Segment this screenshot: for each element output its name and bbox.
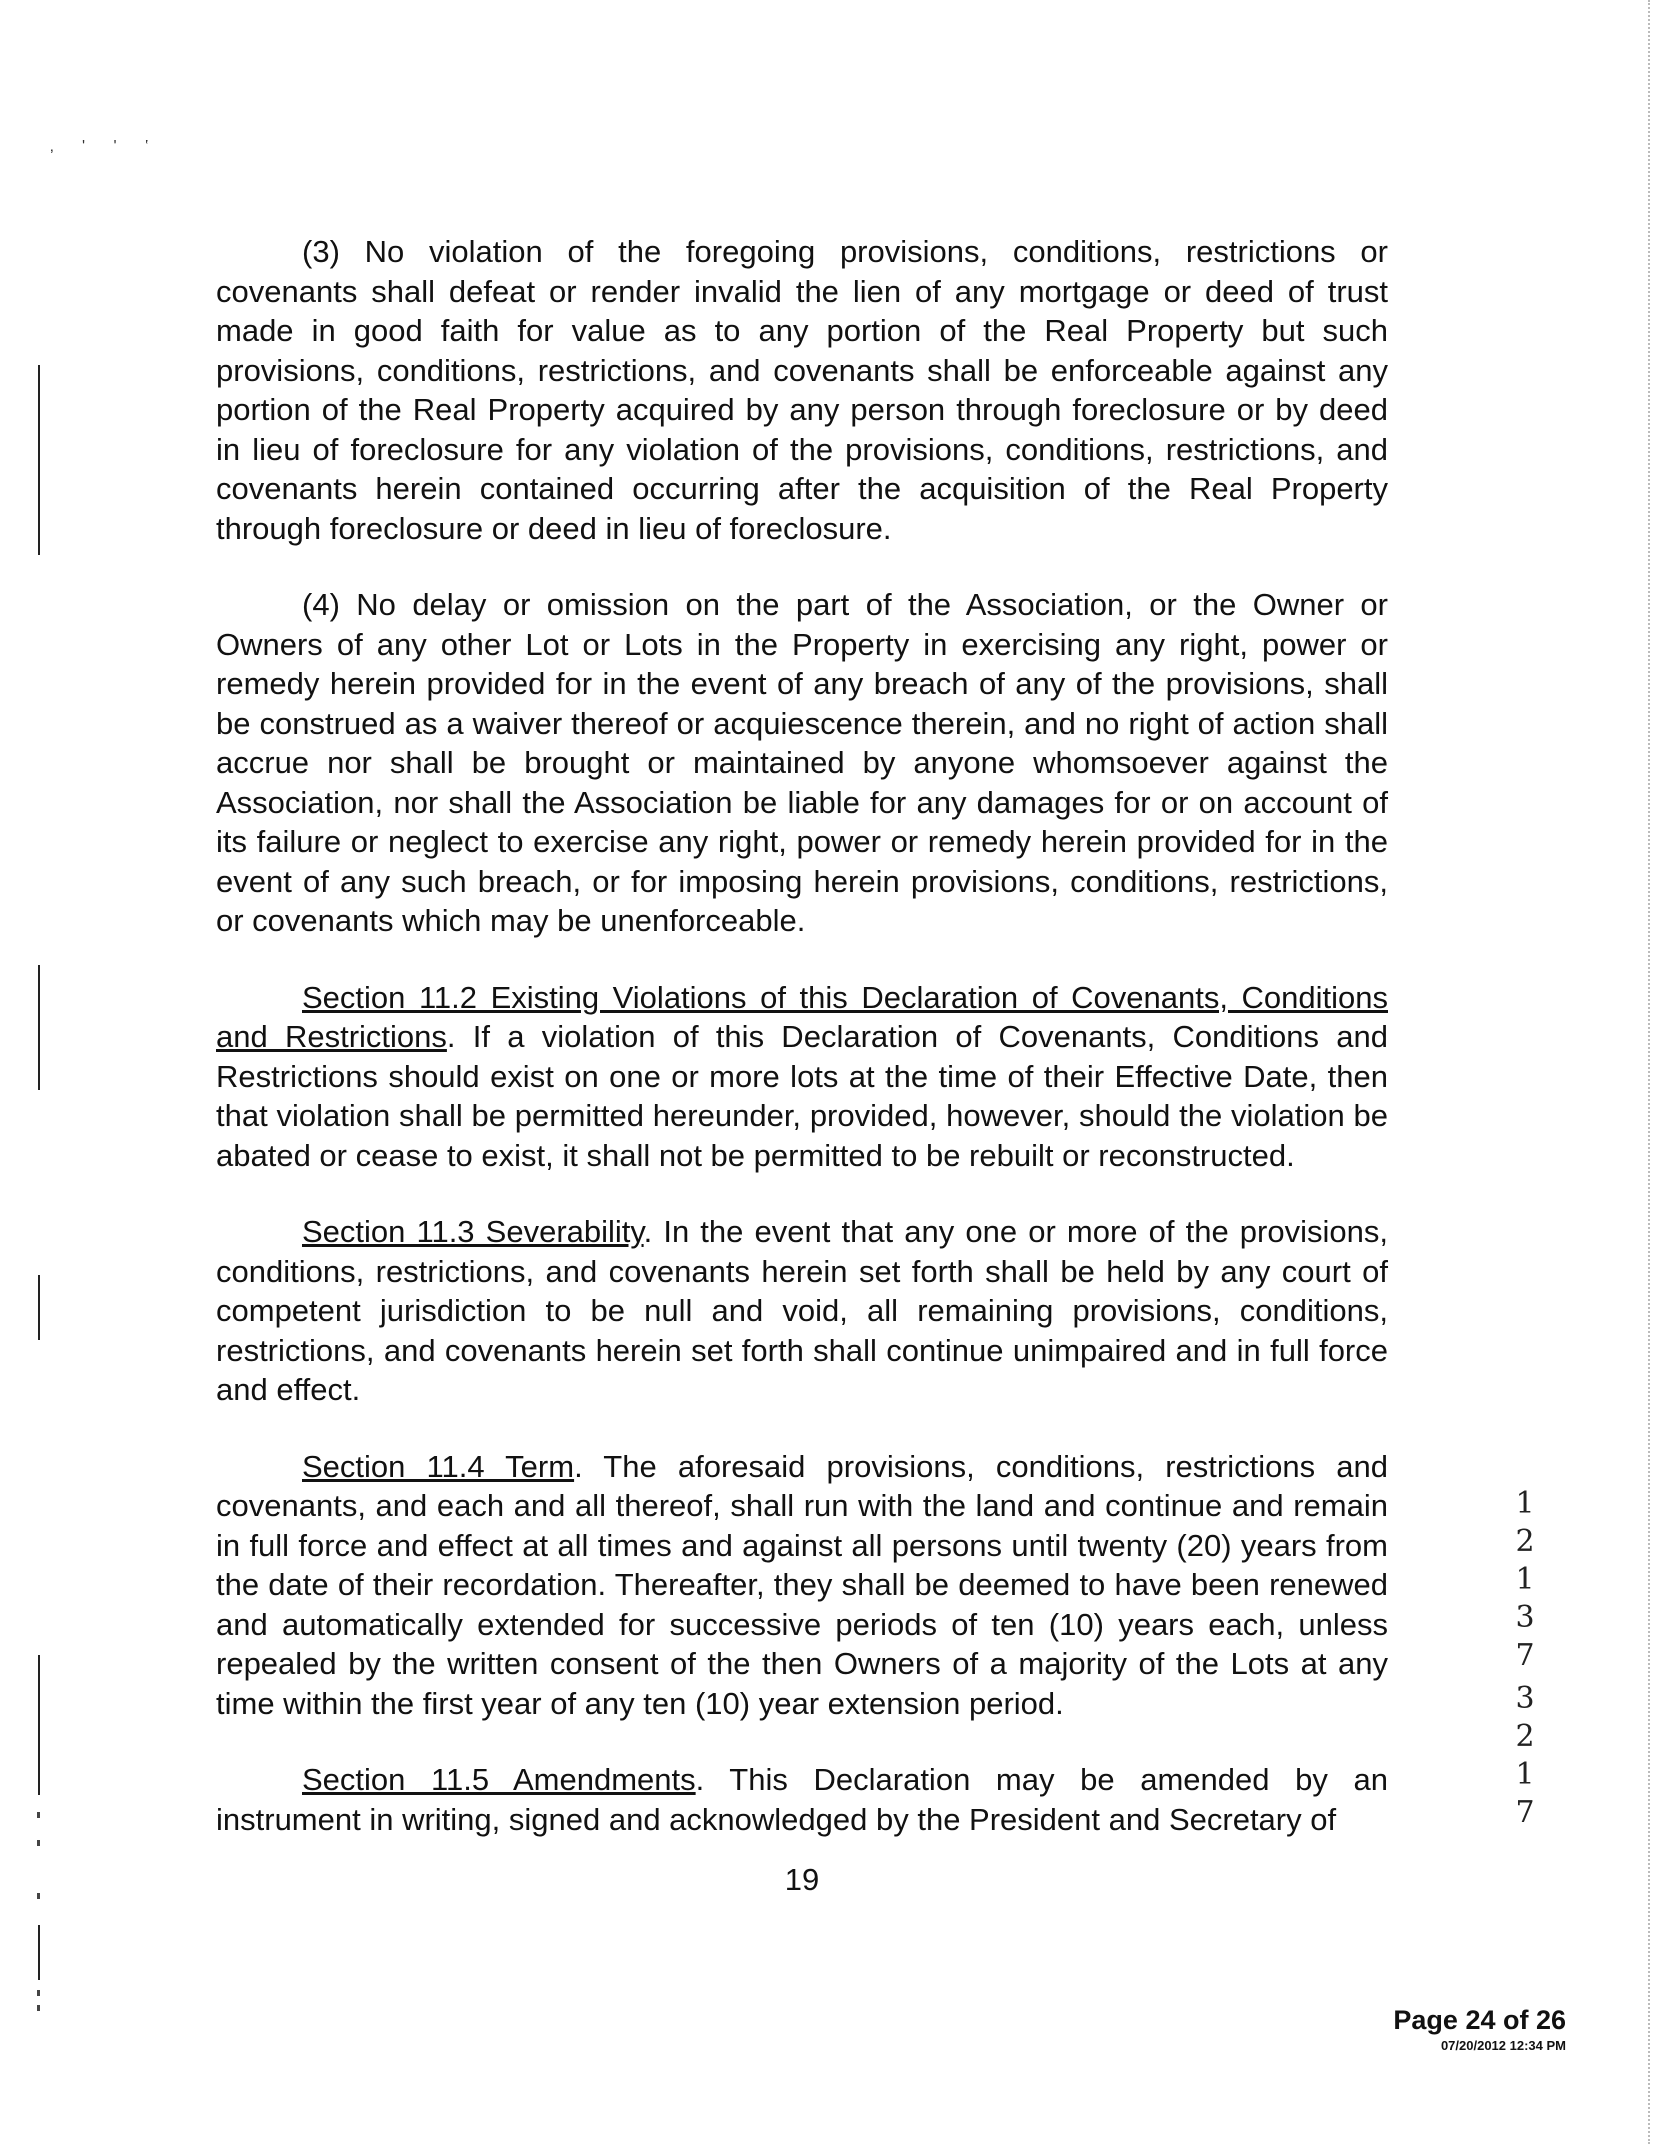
- stamp-digit: 2: [1515, 1719, 1535, 1754]
- margin-dot: [37, 2005, 40, 2011]
- stamp-digit: 2: [1515, 1524, 1535, 1559]
- margin-revision-bar: [38, 1275, 40, 1340]
- section-11-4: [216, 1447, 1388, 1724]
- margin-dot: [37, 1990, 40, 1996]
- section-heading: Section 11.2 Existing Violations of this Declaration of Covenants, Conditions and Restrictions: [216, 979, 1388, 1054]
- section-11-5: [216, 1760, 1388, 1839]
- section-heading: Section 11.4 Term: [302, 1448, 575, 1484]
- paragraph-3: [216, 232, 1388, 548]
- paragraph-text: (3) No violation of the foregoing provisions, conditions, restrictions or covenants shall defeat or render invalid the lien of any mortgage or deed of trust made in good faith for value as to any portion of the Real Property but such provisions, conditions, restrictions, and covenants shall be enforceable against any portion of the Real Property acquired by any person through foreclosure or by deed in lieu of foreclosure for any violation of the provisions, conditions, restrictions, and covenants herein contained occurring after the acquisition of the Real Property through foreclosure or deed in lieu of foreclosure.: [216, 234, 1388, 546]
- stray-scan-marks: ‚ ' ' ‛: [50, 138, 161, 155]
- section-heading: Section 11.3 Severability: [302, 1214, 644, 1249]
- margin-revision-bar: [38, 365, 40, 555]
- scan-right-edge: [1648, 0, 1650, 2144]
- stamp-digit: 1: [1515, 1562, 1535, 1597]
- stamp-digit: 7: [1515, 1795, 1535, 1830]
- margin-revision-bar: [38, 1925, 40, 1980]
- footer: [1393, 2003, 1566, 2055]
- paragraph-4: [216, 585, 1388, 941]
- footer-page-label: Page 24 of 26: [1393, 2005, 1566, 2035]
- document-body: [216, 232, 1388, 1839]
- section-heading: Section 11.5 Amendments: [302, 1762, 696, 1797]
- section-11-2: [216, 978, 1388, 1176]
- stamp-digit: 3: [1515, 1681, 1535, 1716]
- margin-revision-bar: [38, 965, 40, 1090]
- margin-dot: [37, 1840, 40, 1846]
- recording-stamp-group-2: [1510, 1680, 1540, 1832]
- margin-revision-bar: [38, 1655, 40, 1795]
- paragraph-text: (4) No delay or omission on the part of the Association, or the Owner or Owners of any other Lot or Lots in the Property in exercising any right, power or remedy herein provided for in the event of any breach of any of the provisions, shall be construed as a waiver thereof or acquiescence therein, and no right of action shall accrue nor shall be brought or maintained by anyone whomsoever against the Association, nor shall the Association be liable for any damages for or on account of its failure or neglect to exercise any right, power or remedy herein provided for in the event of any such breach, or for imposing herein provisions, conditions, restrictions, or covenants which may be unenforceable.: [216, 587, 1388, 938]
- stamp-digit: 1: [1515, 1757, 1535, 1792]
- footer-timestamp: 07/20/2012 12:34 PM: [1440, 2038, 1566, 2053]
- recording-stamp-group-1: [1510, 1485, 1540, 1675]
- section-11-3: [216, 1212, 1388, 1410]
- stamp-digit: 3: [1515, 1600, 1535, 1635]
- margin-dot: [37, 1812, 40, 1818]
- section-text: . If a violation of this Declaration of Covenants, Conditions and Restrictions should exist on one or more lots at the time of their Effective Date, then that violation shall be permitted hereunder, provided, however, should the violation be abated or cease to exist, it shall not be permitted to be rebuilt or reconstructed.: [216, 1019, 1388, 1173]
- page-number: 19: [784, 1862, 820, 1897]
- stamp-digit: 1: [1515, 1486, 1535, 1521]
- stamp-digit: 7: [1515, 1638, 1535, 1673]
- section-text: . In the event that any one or more of the provisions, conditions, restrictions, and covenants herein set forth shall be held by any court of competent jurisdiction to be null and void, all remaining provisions, conditions, restrictions, and covenants herein set forth shall continue unimpaired and in full force and effect.: [216, 1214, 1388, 1407]
- section-text: . The aforesaid provisions, conditions, restrictions and covenants, and each and all thereof, shall run with the land and continue and remain in full force and effect at all times and against all persons until twenty (20) years from the date of their recordation. Thereafter, they shall be deemed to have been renewed and automatically extended for successive periods of ten (10) years each, unless repealed by the written consent of the then Owners of a majority of the Lots at any time within the first year of any ten (10) year extension period.: [216, 1448, 1388, 1721]
- section-text: . This Declaration may be amended by an instrument in writing, signed and acknowledged by the President and Secretary of: [216, 1762, 1388, 1837]
